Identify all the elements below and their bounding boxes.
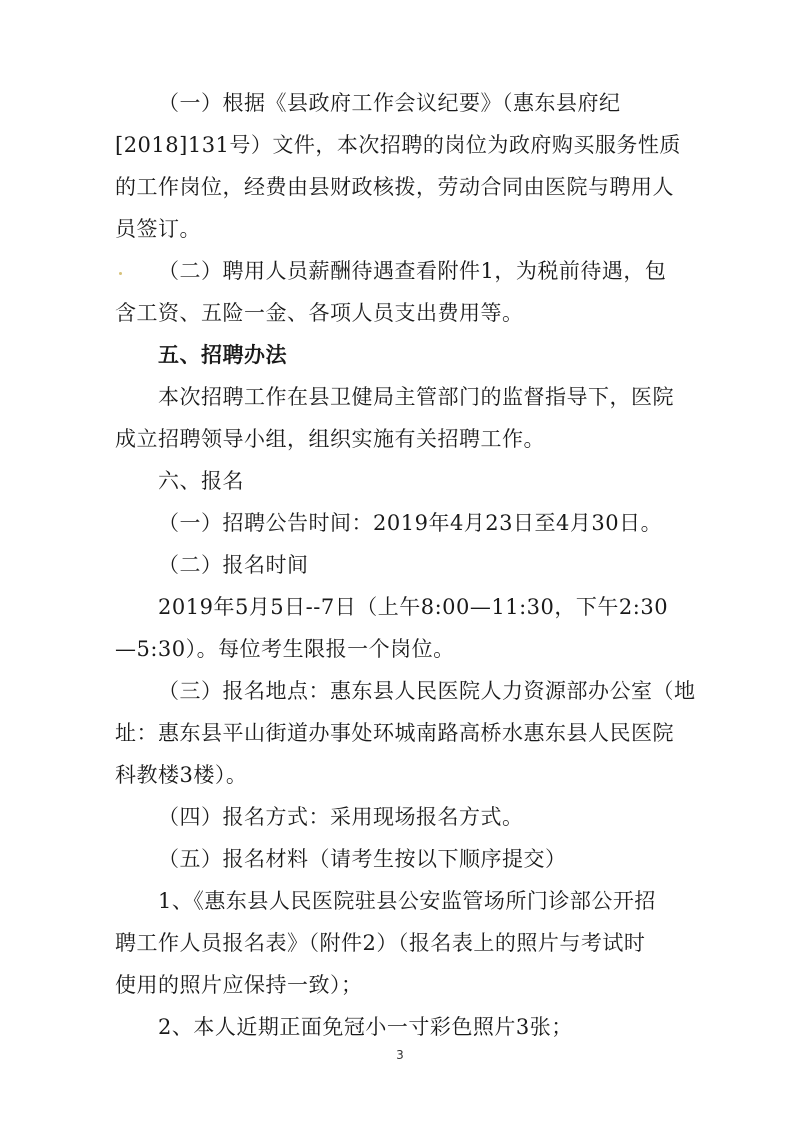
material-item-2: 2、本人近期正面免冠小一寸彩色照片3张； xyxy=(158,1015,573,1039)
registration-announcement-time: （一）招聘公告时间：2019年4月23日至4月30日。 xyxy=(158,511,663,535)
registration-location-line-2: 址：惠东县平山街道办事处环城南路高桥水惠东县人民医院 xyxy=(115,721,674,745)
paragraph-1-line-1: （一）根据《县政府工作会议纪要》（惠东县府纪 xyxy=(158,91,621,115)
paragraph-2-line-2: 含工资、五险一金、各项人员支出费用等。 xyxy=(115,301,524,325)
registration-time-heading: （二）报名时间 xyxy=(158,553,309,577)
section-heading-recruitment-method: 五、招聘办法 xyxy=(158,342,287,367)
paragraph-3-line-1: 本次招聘工作在县卫健局主管部门的监督指导下，医院 xyxy=(158,385,674,409)
page-number: 3 xyxy=(396,1048,404,1062)
registration-materials-heading: （五）报名材料（请考生按以下顺序提交） xyxy=(158,847,567,871)
material-item-1-line-1: 1、《惠东县人民医院驻县公安监管场所门诊部公开招 xyxy=(158,889,656,913)
registration-time-line-1: 2019年5月5日--7日（上午8:00—11:30，下午2:30 xyxy=(158,595,669,619)
registration-method: （四）报名方式：采用现场报名方式。 xyxy=(158,805,524,829)
paragraph-1-line-2: [2018]131号）文件，本次招聘的岗位为政府购买服务性质 xyxy=(115,133,681,157)
paragraph-1-line-3: 的工作岗位，经费由县财政核拨，劳动合同由医院与聘用人 xyxy=(115,175,674,199)
registration-location-line-3: 科教楼3楼）。 xyxy=(115,763,248,787)
material-item-1-line-2: 聘工作人员报名表》（附件2）（报名表上的照片与考试时 xyxy=(115,931,646,955)
registration-time-line-2: —5:30）。每位考生限报一个岗位。 xyxy=(115,637,455,661)
paragraph-2-line-1: （二）聘用人员薪酬待遇查看附件1，为税前待遇，包 xyxy=(158,259,667,283)
paragraph-3-line-2: 成立招聘领导小组，组织实施有关招聘工作。 xyxy=(115,427,545,451)
section-heading-registration: 六、报名 xyxy=(158,469,244,493)
paragraph-1-line-4: 员签订。 xyxy=(115,217,201,241)
scan-speck xyxy=(119,272,122,275)
registration-location-line-1: （三）报名地点：惠东县人民医院人力资源部办公室（地 xyxy=(158,679,696,703)
material-item-1-line-3: 使用的照片应保持一致）； xyxy=(115,973,363,997)
